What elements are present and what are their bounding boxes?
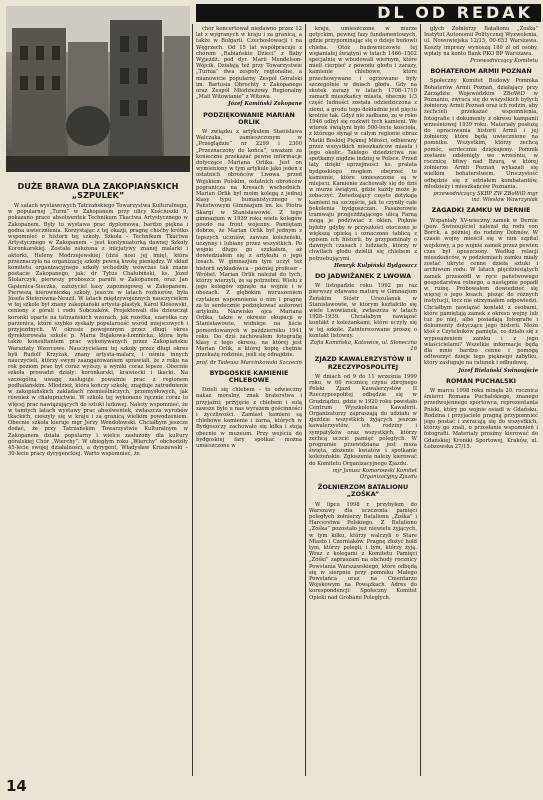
column-2 [196, 26, 302, 792]
window [36, 76, 44, 90]
article-headline: ZJAZD KAWALERZYSTÓW II RZECZYPOSPOLITEJ [314, 355, 412, 371]
building-right [110, 20, 162, 172]
column-rule [192, 24, 193, 776]
window [20, 46, 28, 60]
building-far-right [164, 36, 190, 172]
article-body: Społeczny Komitet Budowy Pomnika Bohaterów Armii Poznań, działający przy Zarządzie Wojewódzkim ZBoWiD w Poznaniu, zwraca się do wszystkich byłych żołnierzy Armii Poznań oraz ich rodzin, aby zechcieli przekazać wspomnienia, fotografie i dokumenty z okresu kampanii wrześniowej 1939 roku. Materiały posłużą do opracowania historii Armii i jej żołnierzy, które będą uwiecznione na pomniku. Wszystkim, którzy zechcą pomóc, serdecznie dziękujemy. Pomnik zostanie odsłonięty we wrześniu, w rocznicę bitwy nad Bzurą, w której żołnierze Armii Poznań wykazali się wielkim bohaterstwem. Uroczystość odbędzie się z udziałem kombatantów, młodzieży i mieszkańców Poznania. [424, 78, 538, 190]
street [6, 156, 190, 172]
article-signature: Józef Kamiński Zakopane [228, 101, 302, 108]
article-signature: mjr Janusz Komorowski Komitet Organizacyjny Zjazdu [332, 467, 417, 481]
article-signature: Przewodniczący Komitetu [470, 58, 538, 65]
section-banner: DL OD REDAK [196, 4, 541, 22]
article-body: W marcu 1998 roku minęła 20. rocznica śmierci Romana Puchalskiego, znanego przedwojennego sportowca, reprezentanta Polski, który po wojnie osiadł w Gdańsku. Rodzina i przyjaciele pragną przypomnieć jego postać i zwracają się do wszystkich, którzy go znali, o przesłanie wspomnień i fotografii. Materiały prosimy kierować do Gdańskiej Kroniki Sportowej, Kraków, ul. Łobzowska 27/15. [424, 387, 538, 450]
article-body: W dniach od 9 do 11 września 1999 roku, w 60 rocznicę czynu zbrojnego Polski Zjazd Kawalerzystów II Rzeczypospolitej odbędzie się w Grudziądzu, gdzie w 1920 roku powstało Centrum Wyszkolenia Kawalerii. Organizatorzy zapraszają do udziału w zjeździe wszystkich żyjących jeszcze kawalerzystów, ich rodziny i sympatyków oraz wszystkich, którzy zechcą uczcić pamięć poległych. W programie przewidziana jest msza święta, złożenie kwiatów i spotkanie koleżeńskie. Zgłoszenia należy kierować do Komitetu Organizacyjnego Zjazdu. [309, 373, 417, 467]
article-body: chór koncertował niedawno przez 12 lat z wygranych w kraju i za granicą, a także w Bułgarii, Czechosłowacji i na Węgrzech. Od 15 lat współpracuje z chórem „Rabiańskie Dzieci” z Baby Wyjeżdż. pod dyr. Marii Mendelson-Wójcik. Działają też przy Towarzystwie „Turnia” dwa zespoły regionalne, a mianowicie popularny Zespół Góralski im. Bartusia Obrochty z Zakopanego oraz Zespół Młodzieżowy Regionalny „Mali Witowianie” z Witowa. [196, 26, 302, 101]
article-headline: ZAGADKI ZAMKU W DERNIE [431, 206, 531, 215]
article-signature: Henryk Kulpiński Bydgoszcz [333, 262, 417, 269]
article-body: Dzieli się chlebem – to odwieczny nakaz moralny, znak braterstwa i przyjaźni; przyjęcie z chlebem i solą zawsze było u nas wyrazem gościnności i życzliwości. Zamiast kamieni są chlebowe kamienie i żarna, których w Bydgoszczy zachowało się kilka i stoją obecnie w muzeum. Przy wejściu do bydgoskiej fary spotkać można umieszczone w [196, 387, 302, 449]
window [20, 76, 28, 90]
article-signature: Józef Bielański Świnoujście [458, 367, 538, 374]
article-headline: DO JADWIŻANEK Z LWOWA [314, 271, 412, 280]
article-signature: prof. dr Tadeusz Marcinkowski Szczecin [196, 359, 302, 366]
window [138, 36, 147, 52]
article-body: głych Żołnierzy Batalionu „Zośka” Instytut Autonomii Politycznej Wyzwolenia, ul. Nowowiejska 12/15, 00-653 Warszawa. Koszty imprezy wynoszą 180 zł od osoby, wpłaty na konto Bank PKO BP Warszawa. [424, 26, 538, 57]
tree [66, 106, 110, 146]
column-rule [420, 24, 421, 776]
article-body: W lipcu 1998 r. przybyłem do Warszawy dla uczczenia pamięci poległych żołnierzy Batalionu „Zośka” i Harcerstwa Polskiego. Z Batalionu „Zośka” pozostało już niewielu żyjących, w tym kilku, którzy walczyli o Stare Miasto i Czerniaków. Pragnę złożyć hołd tym, którzy polegli, i tym, którzy żyją. Wraz z kolegami z Komitetu Pamięci „Zośki” zapraszam na obchody rocznicy Powstania Warszawskiego, które odbędą się w sierpniu przy pomniku Małego Powstańca oraz na Cmentarzu Wojskowym na Powązkach. Adres do korespondencji: Społeczny Komitet Opieki nad Grobami Poległych. [309, 501, 417, 601]
article-headline: ROMAN PUCHALSKI [445, 376, 517, 385]
window [36, 46, 44, 60]
street-photo [6, 6, 190, 172]
article-body: Wspaniały XV-wieczny zamek w Dernie (pow. Świnoujście) należał do rodu von Borck, a później do rodziny Dohnów. W czasie wojny mieścił się w nim szpital wojskowy, a po wojnie zamek przez pewien czas był opuszczony. Według relacji mieszkańców, w podziemiach zamku miały zostać ukryte cenne dzieła sztuki i archiwum rodu. W latach pięćdziesiątych zamek przeszedł w ręce państwowego gospodarstwa rolnego, a następnie popadł w ruinę. Próbowałem dowiedzieć się więcej o jego losach, pisząc do różnych instytucji, lecz nie otrzymałem odpowiedzi. Chciałbym nawiązać kontakt z osobami, które pamiętają zamek z okresu wojny lub tuż po niej, albo posiadają fotografie i dokumenty dotyczące jego historii. Może ktoś z Czytelników pamięta, co działo się z wyposażeniem zamku i z jego właścicielami? Wszelkie informacje będą dla mnie bardzo cenne i pomogą odtworzyć dzieje tego pięknego zabytku, który zasługuje na ratunek i odbudowę. [424, 217, 538, 367]
article-headline: DUŻE BRAWA DLA ZAKOPIAŃSKICH „SZPULEK” [17, 181, 179, 200]
window [138, 68, 147, 84]
article-headline: BOHATEROM ARMII POZNAŃ [430, 67, 532, 76]
column-4 [424, 26, 538, 792]
article-headline: ŻOŁNIERZOM BATALIONU „ZOŚKA” [317, 483, 409, 499]
article-body: W salach wystawowych Tatrzańskiego Towarzystwa Kulturalnego, w popularnej „Turni” w Zakopanem przy ulicy Kościuszki 9, pokazano prace absolwentek Technikum Tkactwa Artystycznego w Zakopanem. Były to wystawa prac dyplomowa, bardzo piękna i godna uwiecznienia. Korzystając z tej okazji, pragnę choćby krótko wspomnieć o historii tej szkoły. Szkoła – Technikum Tkactwa Artystycznego w Zakopanem – jest kontynuatorką dawnej Szkoły Koronkarskiej. Została założona z inicjatywy znanej malarki i aktorki, Heleny Modrzejewskiej (dziś nosi jej imię), która przeznaczyła na organizację szkoły pewną kwotę pieniędzy. W skład komitetu organizacyjnego szkoły wchodziły wówczas tak znane postacie Zakopanego, jak: dr Tytus Chałubiński, ks. Józef Stolarczyk, pierwszy proboszcz parafii w Zakopanem, oraz Jan Gąsienica-Sieczka, założyciel kasy zapomogowej w Zakopanem. Pierwszą kierowniczką szkoły, jeszcze w latach rozbiorów, była Jósefa Steierówna-Neuzil. W latach międzywojennych nauczycielem w tej szkole był znany zakopiański artysta-plastyk, Karol Kłosowski, ceniony z górali i rodu Sobczaków. Projektowali dla dziewcząt koronki oparte na tatrzańskich wzorach, jak rozetka, szarotka czy parzenica, które szybko zyskały popularność wśród miejscowych i przyjezdnych. W okresie powojennym przez długi okres dyrektorowała szkole p. Maria Bujakowa-Łomnicka, która była także konsultantem prac wykonywanych przez Zakopiańskie Warsztaty Wzorcowe. Nauczycielami tej szkoły przez długi okres byli Rudolf Krzyżak, znany artysta-malarz, i ośmiu innych nauczycieli, którzy swym zaangażowaniem sprawiali, że z roku na rok poziom prac był coraz wyższy, a wyniki coraz lepsze. Obecnie szkoła prowadzi działy: koronkarski, krawiecki i tkacki. Na szczególną uwagę zasługuje poważnie prac z regionem podhalańskim. Młodzież, która kończy szkołę, znajduje zatrudnienie w zakopiańskich zakładach rzemieślniczych, przemysłowych, jak również w chałupnictwie. W szkole tej wykonano ręcznie coraz to więcej prac nawiązujących do sztuki ludowej. Należy wspomnieć, że w tamtych latach wystawy prac absolwentek, zwłaszcza wyrobów tkackich, cieszyły się w kraju i za granicą wielkim powodzeniem. Obecnie szkoła kieruje mgr Jerzy Wendołowski. Chciałbym jeszcze dodać, że przy Tatrzańskim Towarzystwie Kulturalnym w Zakopanem działa popularny i wielce zasłużony dla kultury góralskiej Chór „Wierchy”. W ubiegłym roku „Wierchy” obchodziły 45-lecie swojej działalności, a dyrygent, Władysław Kruszewski – 30-lecie pracy dyrygenckiej. Warto wspomnieć, że [8, 203, 188, 458]
column-1 [8, 178, 188, 772]
window [138, 100, 147, 116]
article-headline: BYDGOSKIE KAMIENIE CHLEBOWE [209, 368, 289, 384]
article-body: W związku z artykułem Stanisława Walczaka, zamieszczonym w „Przeglądzie” nr 2299 i 2300 „Przeznaczony do końca”, uważam za konieczne przekazać pewne informacje dotyczące Mariana Orlika. Jest on wymieniony w tym artykule jako jeden z ostatnich obrońców Lwowa przed Wojskiem Polskim, ostatnich obrońców pogranicza na Kresach wschodnich. Marian Orlik był moim kolegą z jednej klasy typu humanistycznego w Państwowym Gimnazjum im. ks. Piotra Skargi w Stanisławowie. Z tego gimnazjum w 1939 roku wielu kolegów poszło na front wojenny. Pamiętam dobrze, że Marian Orlik był jednym z lepszych uczniów, zawsze koleżeński, uczynny i lubiany przez wszystkich. Po wojnie długo go szukałem, aż dowiedziałem się z artykułu o jego losach. W gimnazjum tym uczył też historii wykładowca – później profesor – Wróbel. Marian Orlik należał do tych, którzy wierzyli, że są potrzebni. Wielu z jego kolegów zginęło na wojnie i w obozach. Z głębokim wzruszeniem czytałem wspomnienia o nim i pragnę za to serdecznie podziękować autorowi artykułu. Nazwisko ojca Mariana Orlika, także w okresie okupacji w Stanisławowie, widnieje na liście pomordowanych w październiku 1941 roku. Do dziś zachowałem fotografię klasy z tego okresu, na której jest Marian Orlik, a której kopię chętnie przekażę rodzinie, jeśli się odnajdzie. [196, 129, 302, 359]
column-3 [309, 26, 417, 792]
article-signature: Zofia Kamińska, Katowice, ul. Słoneczna 16 [310, 339, 417, 353]
window [120, 100, 129, 116]
window [120, 36, 129, 52]
article-headline: PODZIĘKOWANIE MARIAN ORLIK [203, 110, 295, 126]
window [52, 46, 60, 60]
article-signature: przewodniczący SKBP ZW ZBoWiD mgr inż. Wiesław Wawrzyniak [433, 191, 538, 204]
window [52, 76, 60, 90]
article-body: W listopadzie roku 1992 po raz pierwszy zdawano maturę w Gimnazjum Żeńskim Sióstr Urszulanek w Stanisławowie, w którym kształciło się wiele Lwowianek, zwłaszcza w latach 1928–1939. Chciałabym nawiązać kontakt z koleżankami, które uczyły się w tej szkole. Zainteresowane proszę o kontakt listowny. [309, 283, 417, 339]
article-body: kraju, umieszczone w murze gotyckim, pewnej fazy fundamentowych, gdzie przypominając się o dzieje budowli chleba. Otóż budowniczowie tej wspaniałej świątyni w latach 1466–1502 specjalnie w wbudowali wiernym, które mieli cierpieć z powodu głodu i zarazy, kamienie chlebowe, które przechowywane i ogrzewane były szczególnie w dniach głodu. Gdy na skutek zarazy w latach 1708–1710 zamarli mieszkańcy miasta, obecnie 1/3 część ludności została odziedziczona z ziemi, a grodu tego dokładnie jest pięciu krotnie tak. Gdyż nie zadbano, ze w roku 1946 odbył się rozkwit tych kamieni. We wtorek świątyni było 500-lecie kościoła, z którego słynął w całym regionie obraz Matki Boskiej Pięknej Miłości, odbierany przez wszystkich mieszkańców miasta i jego okolic. Takiego dziedzictwa nie spotkamy nigdzie indziej w Polsce. Przed laty dzięki uprzejmości ks. prałata bydgoskiego mogłem obejrzeć te kamienie, które umieszczone są w miejscu. Kamienie zachowały się do dziś w murze świątyni, gdzie każdy może je zobaczyć. Zwiedzający często dotykają kamieni na szczęście, jak to czyniły całe pokolenia bydgoszczan. Pasażerowie tramwaju przejeżdżającego ulicą Farną mogą je podziwiać z okien. Pięknie byłoby gdyby w przyszłości otoczono je większą opieką i oznaczono tablicą z opisem ich historii, by przypominały o dawnych czasach i ludziach, którzy w chwilach głodu dzielili się chlebem z potrzebującymi. [309, 26, 417, 262]
column-rule [305, 24, 306, 776]
page-number: 14 [6, 777, 27, 795]
window [120, 68, 129, 84]
